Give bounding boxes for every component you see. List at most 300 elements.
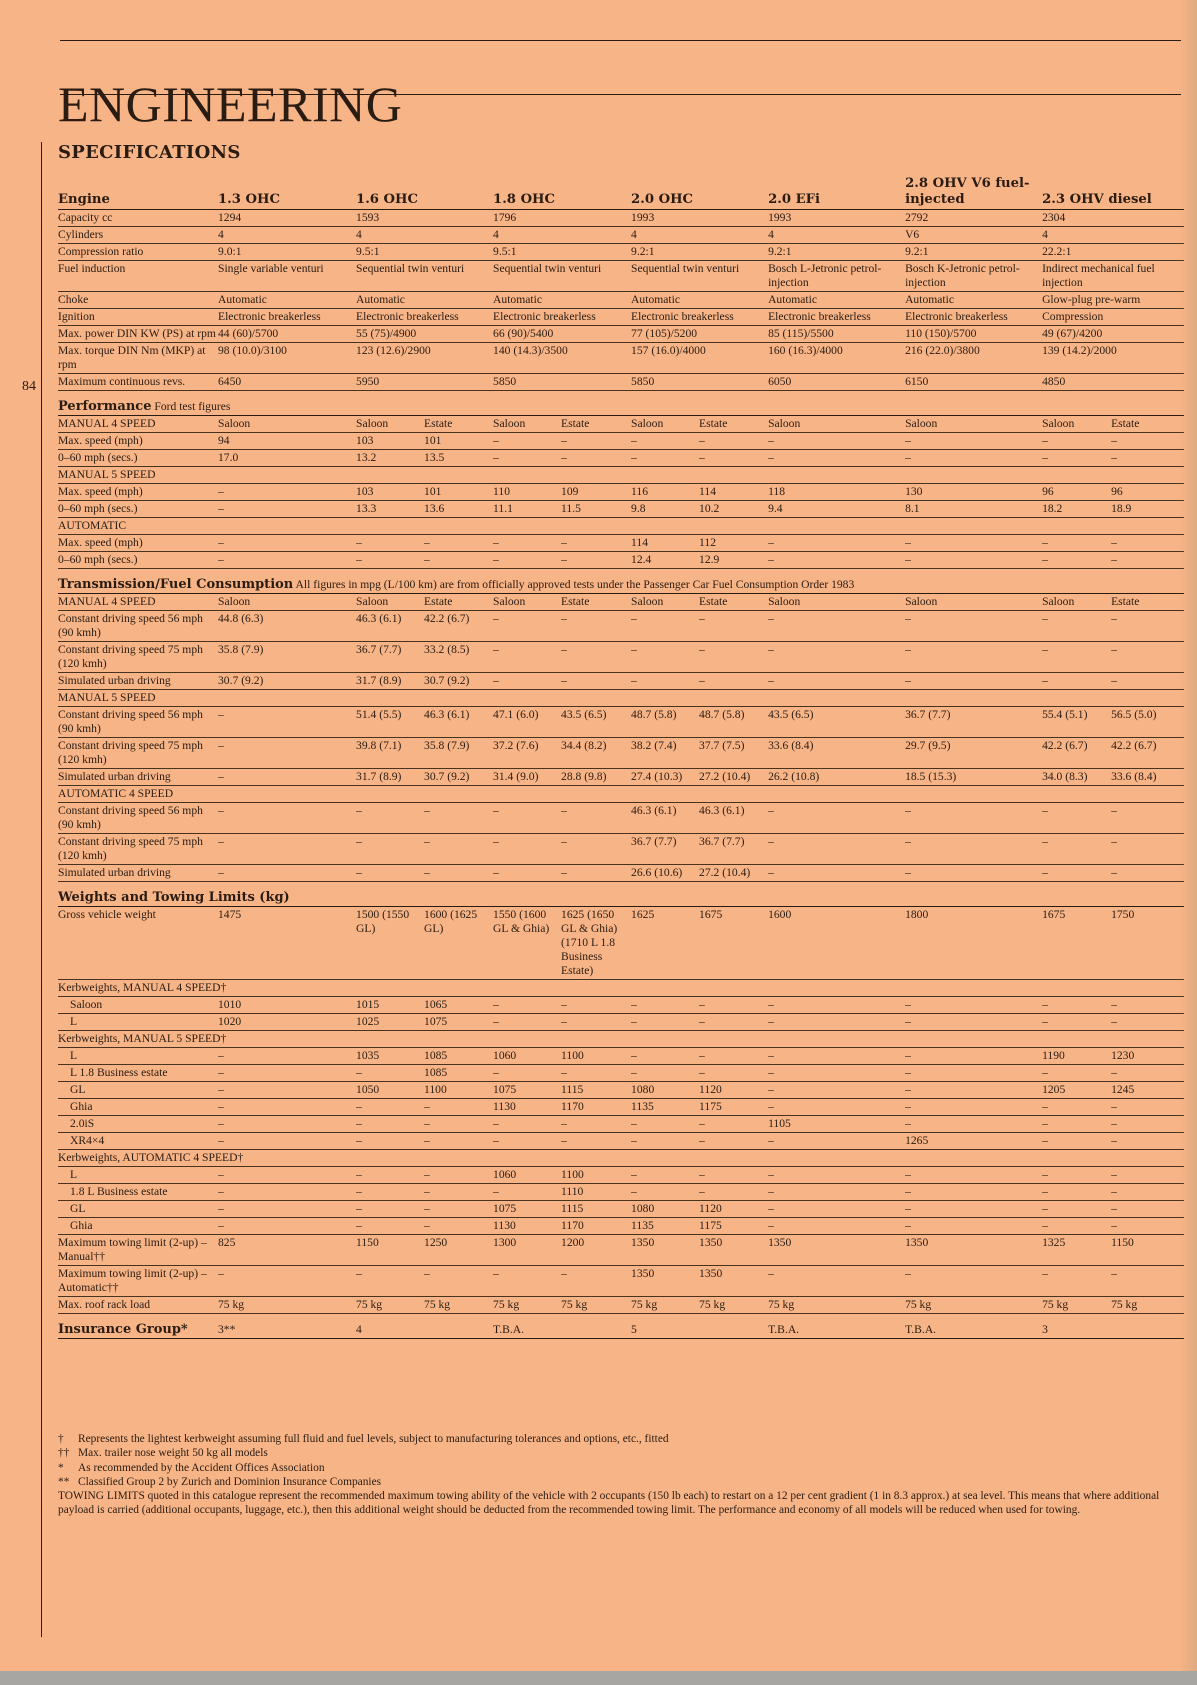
value-cell: 85 (115)/5500 — [768, 326, 905, 343]
row-label: Max. torque DIN Nm (MKP) at rpm — [58, 343, 218, 374]
table-row — [58, 1048, 1184, 1065]
row-label: 0–60 mph (secs.) — [58, 450, 218, 467]
value-cell: 9.4 — [768, 501, 905, 518]
value-cell: – — [218, 1116, 356, 1133]
value-cell: 13.5 — [424, 450, 493, 467]
value-cell: 1035 — [356, 1048, 424, 1065]
value-cell: – — [905, 1048, 1042, 1065]
value-cell: 49 (67)/4200 — [1042, 326, 1184, 343]
value-cell: – — [905, 642, 1042, 673]
value-cell: – — [356, 1266, 424, 1297]
value-cell: – — [905, 535, 1042, 552]
value-cell: 1675 — [1042, 907, 1111, 980]
value-cell: – — [768, 1167, 905, 1184]
value-cell: 9.5:1 — [493, 244, 631, 261]
row-label: 1.8 L Business estate — [58, 1184, 218, 1201]
value-cell: – — [1111, 1167, 1184, 1184]
value-cell: 34.0 (8.3) — [1042, 769, 1111, 786]
table-row — [58, 1297, 1184, 1314]
value-cell: 28.8 (9.8) — [561, 769, 631, 786]
value-cell: 30.7 (9.2) — [424, 673, 493, 690]
subheading-row — [58, 1031, 1184, 1048]
value-cell: 1175 — [699, 1218, 768, 1235]
table-row — [58, 611, 1184, 642]
value-cell: V6 — [905, 227, 1042, 244]
value-cell: 1115 — [561, 1201, 631, 1218]
specifications-table-wrap — [58, 176, 1184, 1339]
value-cell: 33.2 (8.5) — [424, 642, 493, 673]
table-row — [58, 535, 1184, 552]
value-cell: – — [768, 997, 905, 1014]
row-label: GL — [58, 1201, 218, 1218]
footnote-mark: † — [58, 1433, 64, 1445]
value-cell: 27.2 (10.4) — [699, 769, 768, 786]
table-row — [58, 484, 1184, 501]
value-cell: – — [699, 1014, 768, 1031]
value-cell: 48.7 (5.8) — [699, 707, 768, 738]
towing-limits-note: TOWING LIMITS quoted in this catalogue represent the recommended maximum towing ability of the vehicle with 2 occupants (150 lb each) to restart on a 12 per cent gradient (1 in 8.3 approx.) at sea level. This means that where additional payload is carried (additional occupants, luggage, etc.), then this additional weight should be deducted from the recommended towing limit. The performance and economy of all models will be reduced when used for towing. — [58, 1490, 1160, 1517]
value-cell: 75 kg — [356, 1297, 424, 1314]
value-cell: – — [1042, 673, 1111, 690]
table-row — [58, 594, 1184, 611]
value-cell: Estate — [424, 594, 493, 611]
value-cell: – — [218, 1082, 356, 1099]
value-cell: – — [699, 642, 768, 673]
value-cell: 1110 — [561, 1184, 631, 1201]
row-label: Ignition — [58, 309, 218, 326]
value-cell: – — [356, 834, 424, 865]
section-header-cell — [58, 569, 1184, 594]
value-cell: – — [905, 673, 1042, 690]
value-cell: – — [561, 1266, 631, 1297]
value-cell: Saloon — [768, 416, 905, 433]
value-cell: – — [768, 865, 905, 882]
value-cell: – — [1042, 1099, 1111, 1116]
value-cell: 1075 — [424, 1014, 493, 1031]
value-cell: 43.5 (6.5) — [768, 707, 905, 738]
section-header-row — [58, 391, 1184, 416]
value-cell: 1625 — [631, 907, 699, 980]
value-cell: 1015 — [356, 997, 424, 1014]
value-cell: – — [218, 769, 356, 786]
value-cell: 1600 (1625 GL) — [424, 907, 493, 980]
value-cell: Saloon — [905, 594, 1042, 611]
value-cell: 12.9 — [699, 552, 768, 569]
value-cell: Automatic — [356, 292, 493, 309]
value-cell: 1265 — [905, 1133, 1042, 1150]
value-cell: – — [768, 450, 905, 467]
header-cell: Engine — [58, 176, 218, 210]
value-cell: 96 — [1111, 484, 1184, 501]
value-cell: – — [1111, 1133, 1184, 1150]
row-label: Simulated urban driving — [58, 865, 218, 882]
value-cell: – — [424, 1133, 493, 1150]
value-cell: – — [218, 738, 356, 769]
insurance-group-label: Insurance Group* — [58, 1314, 218, 1339]
section-heading: Performance — [58, 399, 152, 414]
value-cell: – — [905, 1014, 1042, 1031]
value-cell: – — [493, 1065, 561, 1082]
value-cell: – — [561, 552, 631, 569]
side-rule — [41, 142, 42, 1637]
value-cell: – — [424, 1201, 493, 1218]
value-cell: Saloon — [356, 416, 424, 433]
row-label: L — [58, 1048, 218, 1065]
row-label: Constant driving speed 56 mph (90 kmh) — [58, 803, 218, 834]
value-cell: – — [561, 834, 631, 865]
value-cell: – — [699, 673, 768, 690]
value-cell: – — [768, 1201, 905, 1218]
row-label: L — [58, 1014, 218, 1031]
value-cell: – — [768, 673, 905, 690]
value-cell: 1350 — [631, 1266, 699, 1297]
table-row — [58, 738, 1184, 769]
value-cell: 1600 — [768, 907, 905, 980]
value-cell: – — [905, 1099, 1042, 1116]
value-cell: 36.7 (7.7) — [631, 834, 699, 865]
row-label: L 1.8 Business estate — [58, 1065, 218, 1082]
table-header-row — [58, 176, 1184, 210]
value-cell: – — [356, 1099, 424, 1116]
value-cell: – — [1111, 433, 1184, 450]
value-cell: – — [631, 1167, 699, 1184]
value-cell: 33.6 (8.4) — [768, 738, 905, 769]
value-cell: 5 — [631, 1314, 768, 1339]
value-cell: – — [905, 997, 1042, 1014]
table-row — [58, 1167, 1184, 1184]
value-cell: 157 (16.0)/4000 — [631, 343, 768, 374]
value-cell: – — [1042, 1184, 1111, 1201]
value-cell: – — [424, 552, 493, 569]
row-label: Compression ratio — [58, 244, 218, 261]
table-row — [58, 1082, 1184, 1099]
value-cell: – — [218, 552, 356, 569]
value-cell: 109 — [561, 484, 631, 501]
value-cell: 77 (105)/5200 — [631, 326, 768, 343]
value-cell: 1625 (1650 GL & Ghia) (1710 L 1.8 Business Estate) — [561, 907, 631, 980]
value-cell: 36.7 (7.7) — [699, 834, 768, 865]
value-cell: – — [493, 552, 561, 569]
value-cell: – — [905, 552, 1042, 569]
value-cell: – — [218, 484, 356, 501]
value-cell: Estate — [424, 416, 493, 433]
value-cell: 1993 — [631, 210, 768, 227]
value-cell: 1170 — [561, 1218, 631, 1235]
value-cell: – — [631, 1048, 699, 1065]
value-cell: 75 kg — [768, 1297, 905, 1314]
title-rule-top — [60, 40, 1181, 41]
value-cell: 29.7 (9.5) — [905, 738, 1042, 769]
value-cell: 98 (10.0)/3100 — [218, 343, 356, 374]
value-cell: – — [561, 997, 631, 1014]
value-cell: 46.3 (6.1) — [631, 803, 699, 834]
value-cell: 2792 — [905, 210, 1042, 227]
value-cell: 1796 — [493, 210, 631, 227]
value-cell: 1080 — [631, 1082, 699, 1099]
row-label: Ghia — [58, 1218, 218, 1235]
value-cell: – — [424, 865, 493, 882]
value-cell: – — [768, 433, 905, 450]
row-label: Max. power DIN KW (PS) at rpm — [58, 326, 218, 343]
title-rule-bottom — [60, 94, 1181, 95]
value-cell: – — [1042, 1218, 1111, 1235]
value-cell: Single variable venturi — [218, 261, 356, 292]
value-cell: – — [561, 1116, 631, 1133]
table-row — [58, 261, 1184, 292]
subheading-row — [58, 980, 1184, 997]
value-cell: Indirect mechanical fuel injection — [1042, 261, 1184, 292]
value-cell: – — [631, 450, 699, 467]
value-cell: – — [561, 1065, 631, 1082]
value-cell: – — [218, 1167, 356, 1184]
value-cell: – — [493, 803, 561, 834]
table-row — [58, 865, 1184, 882]
row-label: 2.0iS — [58, 1116, 218, 1133]
value-cell: – — [561, 865, 631, 882]
value-cell: – — [493, 450, 561, 467]
value-cell: Electronic breakerless — [631, 309, 768, 326]
value-cell: 112 — [699, 535, 768, 552]
value-cell: – — [768, 1048, 905, 1065]
value-cell: – — [631, 1014, 699, 1031]
value-cell: 9.2:1 — [631, 244, 768, 261]
value-cell: 18.9 — [1111, 501, 1184, 518]
value-cell: – — [1111, 450, 1184, 467]
value-cell: Saloon — [631, 416, 699, 433]
subheading-row — [58, 467, 1184, 484]
value-cell: 42.2 (6.7) — [424, 611, 493, 642]
value-cell: – — [768, 1133, 905, 1150]
page-title: ENGINEERING — [58, 75, 403, 132]
value-cell: 46.3 (6.1) — [699, 803, 768, 834]
row-label: XR4×4 — [58, 1133, 218, 1150]
value-cell: Electronic breakerless — [218, 309, 356, 326]
subheading-cell: MANUAL 5 SPEED — [58, 690, 1184, 707]
value-cell: – — [561, 450, 631, 467]
value-cell: – — [905, 865, 1042, 882]
value-cell: 1130 — [493, 1218, 561, 1235]
value-cell: Automatic — [493, 292, 631, 309]
table-row — [58, 1235, 1184, 1266]
subheading-cell: Kerbweights, MANUAL 4 SPEED† — [58, 980, 1184, 997]
table-row — [58, 997, 1184, 1014]
value-cell: – — [905, 433, 1042, 450]
value-cell: 6450 — [218, 374, 356, 391]
header-cell: 1.8 OHC — [493, 176, 631, 210]
value-cell: – — [424, 1167, 493, 1184]
section-header-row — [58, 882, 1184, 907]
value-cell: – — [631, 997, 699, 1014]
value-cell: 1475 — [218, 907, 356, 980]
value-cell: – — [768, 1218, 905, 1235]
value-cell: – — [218, 1099, 356, 1116]
value-cell: 9.5:1 — [356, 244, 493, 261]
value-cell: 10.2 — [699, 501, 768, 518]
value-cell: – — [218, 1065, 356, 1082]
value-cell: 26.6 (10.6) — [631, 865, 699, 882]
value-cell: 46.3 (6.1) — [356, 611, 424, 642]
value-cell: – — [424, 1184, 493, 1201]
value-cell: – — [1042, 1201, 1111, 1218]
value-cell: – — [1111, 803, 1184, 834]
value-cell: Electronic breakerless — [356, 309, 493, 326]
value-cell: 22.2:1 — [1042, 244, 1184, 261]
row-label: Constant driving speed 75 mph (120 kmh) — [58, 834, 218, 865]
header-cell: 2.3 OHV diesel — [1042, 176, 1184, 210]
value-cell: 1010 — [218, 997, 356, 1014]
value-cell: 11.5 — [561, 501, 631, 518]
footnote-list — [58, 1432, 1184, 1489]
value-cell: – — [905, 1184, 1042, 1201]
value-cell: 110 (150)/5700 — [905, 326, 1042, 343]
row-label: Cylinders — [58, 227, 218, 244]
table-row — [58, 501, 1184, 518]
value-cell: – — [356, 1167, 424, 1184]
table-row — [58, 1314, 1184, 1339]
value-cell: Saloon — [356, 594, 424, 611]
value-cell: – — [424, 1116, 493, 1133]
value-cell: Glow-plug pre-warm — [1042, 292, 1184, 309]
value-cell: – — [1042, 1266, 1111, 1297]
value-cell: – — [1042, 1014, 1111, 1031]
value-cell: 30.7 (9.2) — [424, 769, 493, 786]
table-row — [58, 210, 1184, 227]
value-cell: – — [218, 501, 356, 518]
value-cell: – — [1111, 1065, 1184, 1082]
value-cell: – — [493, 1266, 561, 1297]
value-cell: 75 kg — [1111, 1297, 1184, 1314]
scan-bottom-strip — [0, 1671, 1197, 1685]
row-label: Constant driving speed 75 mph (120 kmh) — [58, 642, 218, 673]
section-heading: Transmission/Fuel Consumption — [58, 577, 294, 592]
row-label: L — [58, 1167, 218, 1184]
subheading-row — [58, 1150, 1184, 1167]
value-cell: 6150 — [905, 374, 1042, 391]
value-cell: Estate — [1111, 594, 1184, 611]
value-cell: 1105 — [768, 1116, 905, 1133]
value-cell: Automatic — [218, 292, 356, 309]
specifications-table — [58, 176, 1184, 1339]
value-cell: 4 — [356, 1314, 493, 1339]
value-cell: 5850 — [631, 374, 768, 391]
value-cell: – — [493, 673, 561, 690]
value-cell: – — [905, 1266, 1042, 1297]
value-cell: – — [699, 1167, 768, 1184]
table-row — [58, 1218, 1184, 1235]
value-cell: – — [424, 535, 493, 552]
value-cell: Estate — [1111, 416, 1184, 433]
row-label: 0–60 mph (secs.) — [58, 501, 218, 518]
value-cell: 1325 — [1042, 1235, 1111, 1266]
value-cell: 46.3 (6.1) — [424, 707, 493, 738]
value-cell: 1175 — [699, 1099, 768, 1116]
row-label: Fuel induction — [58, 261, 218, 292]
row-label: Max. roof rack load — [58, 1297, 218, 1314]
value-cell: Saloon — [1042, 416, 1111, 433]
value-cell: – — [1042, 642, 1111, 673]
value-cell: Saloon — [768, 594, 905, 611]
value-cell: 1085 — [424, 1065, 493, 1082]
footnote — [58, 1461, 1184, 1475]
footnote — [58, 1432, 1184, 1446]
value-cell: 55.4 (5.1) — [1042, 707, 1111, 738]
value-cell: – — [561, 642, 631, 673]
value-cell: Saloon — [493, 416, 561, 433]
value-cell: – — [699, 1184, 768, 1201]
section-title: SPECIFICATIONS — [58, 142, 241, 163]
value-cell: – — [1042, 997, 1111, 1014]
value-cell: 110 — [493, 484, 561, 501]
value-cell: 51.4 (5.5) — [356, 707, 424, 738]
value-cell: – — [699, 1048, 768, 1065]
value-cell: 35.8 (7.9) — [424, 738, 493, 769]
subheading-row — [58, 690, 1184, 707]
value-cell: – — [493, 535, 561, 552]
value-cell: 43.5 (6.5) — [561, 707, 631, 738]
subheading-row — [58, 786, 1184, 803]
footnote-text: Max. trailer nose weight 50 kg all models — [78, 1447, 268, 1460]
value-cell: 103 — [356, 484, 424, 501]
value-cell: 101 — [424, 484, 493, 501]
value-cell: – — [1111, 997, 1184, 1014]
value-cell: – — [631, 1116, 699, 1133]
value-cell: – — [356, 1184, 424, 1201]
value-cell: 9.2:1 — [768, 244, 905, 261]
value-cell: – — [218, 803, 356, 834]
value-cell: 1135 — [631, 1099, 699, 1116]
value-cell: Automatic — [905, 292, 1042, 309]
footnote-mark: †† — [58, 1447, 70, 1460]
value-cell: – — [1111, 1184, 1184, 1201]
value-cell: 31.7 (8.9) — [356, 673, 424, 690]
value-cell: – — [905, 803, 1042, 834]
value-cell: – — [1111, 552, 1184, 569]
value-cell: – — [768, 1266, 905, 1297]
value-cell: 13.6 — [424, 501, 493, 518]
value-cell: T.B.A. — [905, 1314, 1042, 1339]
table-row — [58, 834, 1184, 865]
header-cell: 2.0 OHC — [631, 176, 768, 210]
value-cell: – — [1042, 865, 1111, 882]
value-cell: Estate — [561, 416, 631, 433]
value-cell: Electronic breakerless — [768, 309, 905, 326]
value-cell: 36.7 (7.7) — [356, 642, 424, 673]
table-row — [58, 1201, 1184, 1218]
value-cell: 139 (14.2)/2000 — [1042, 343, 1184, 374]
footnotes — [58, 1432, 1184, 1518]
value-cell: – — [1111, 642, 1184, 673]
value-cell: Electronic breakerless — [493, 309, 631, 326]
value-cell: – — [356, 1201, 424, 1218]
value-cell: 30.7 (9.2) — [218, 673, 356, 690]
value-cell: – — [1111, 1266, 1184, 1297]
value-cell: – — [218, 1201, 356, 1218]
header-cell: 2.0 EFi — [768, 176, 905, 210]
value-cell: – — [218, 865, 356, 882]
value-cell: 1115 — [561, 1082, 631, 1099]
value-cell: – — [1111, 1201, 1184, 1218]
value-cell: – — [1042, 535, 1111, 552]
value-cell: 825 — [218, 1235, 356, 1266]
table-row — [58, 1116, 1184, 1133]
section-header-cell — [58, 391, 1184, 416]
value-cell: – — [768, 1099, 905, 1116]
value-cell: 101 — [424, 433, 493, 450]
value-cell: – — [356, 803, 424, 834]
value-cell: 1075 — [493, 1201, 561, 1218]
value-cell: Saloon — [1042, 594, 1111, 611]
footnote — [58, 1446, 1184, 1460]
